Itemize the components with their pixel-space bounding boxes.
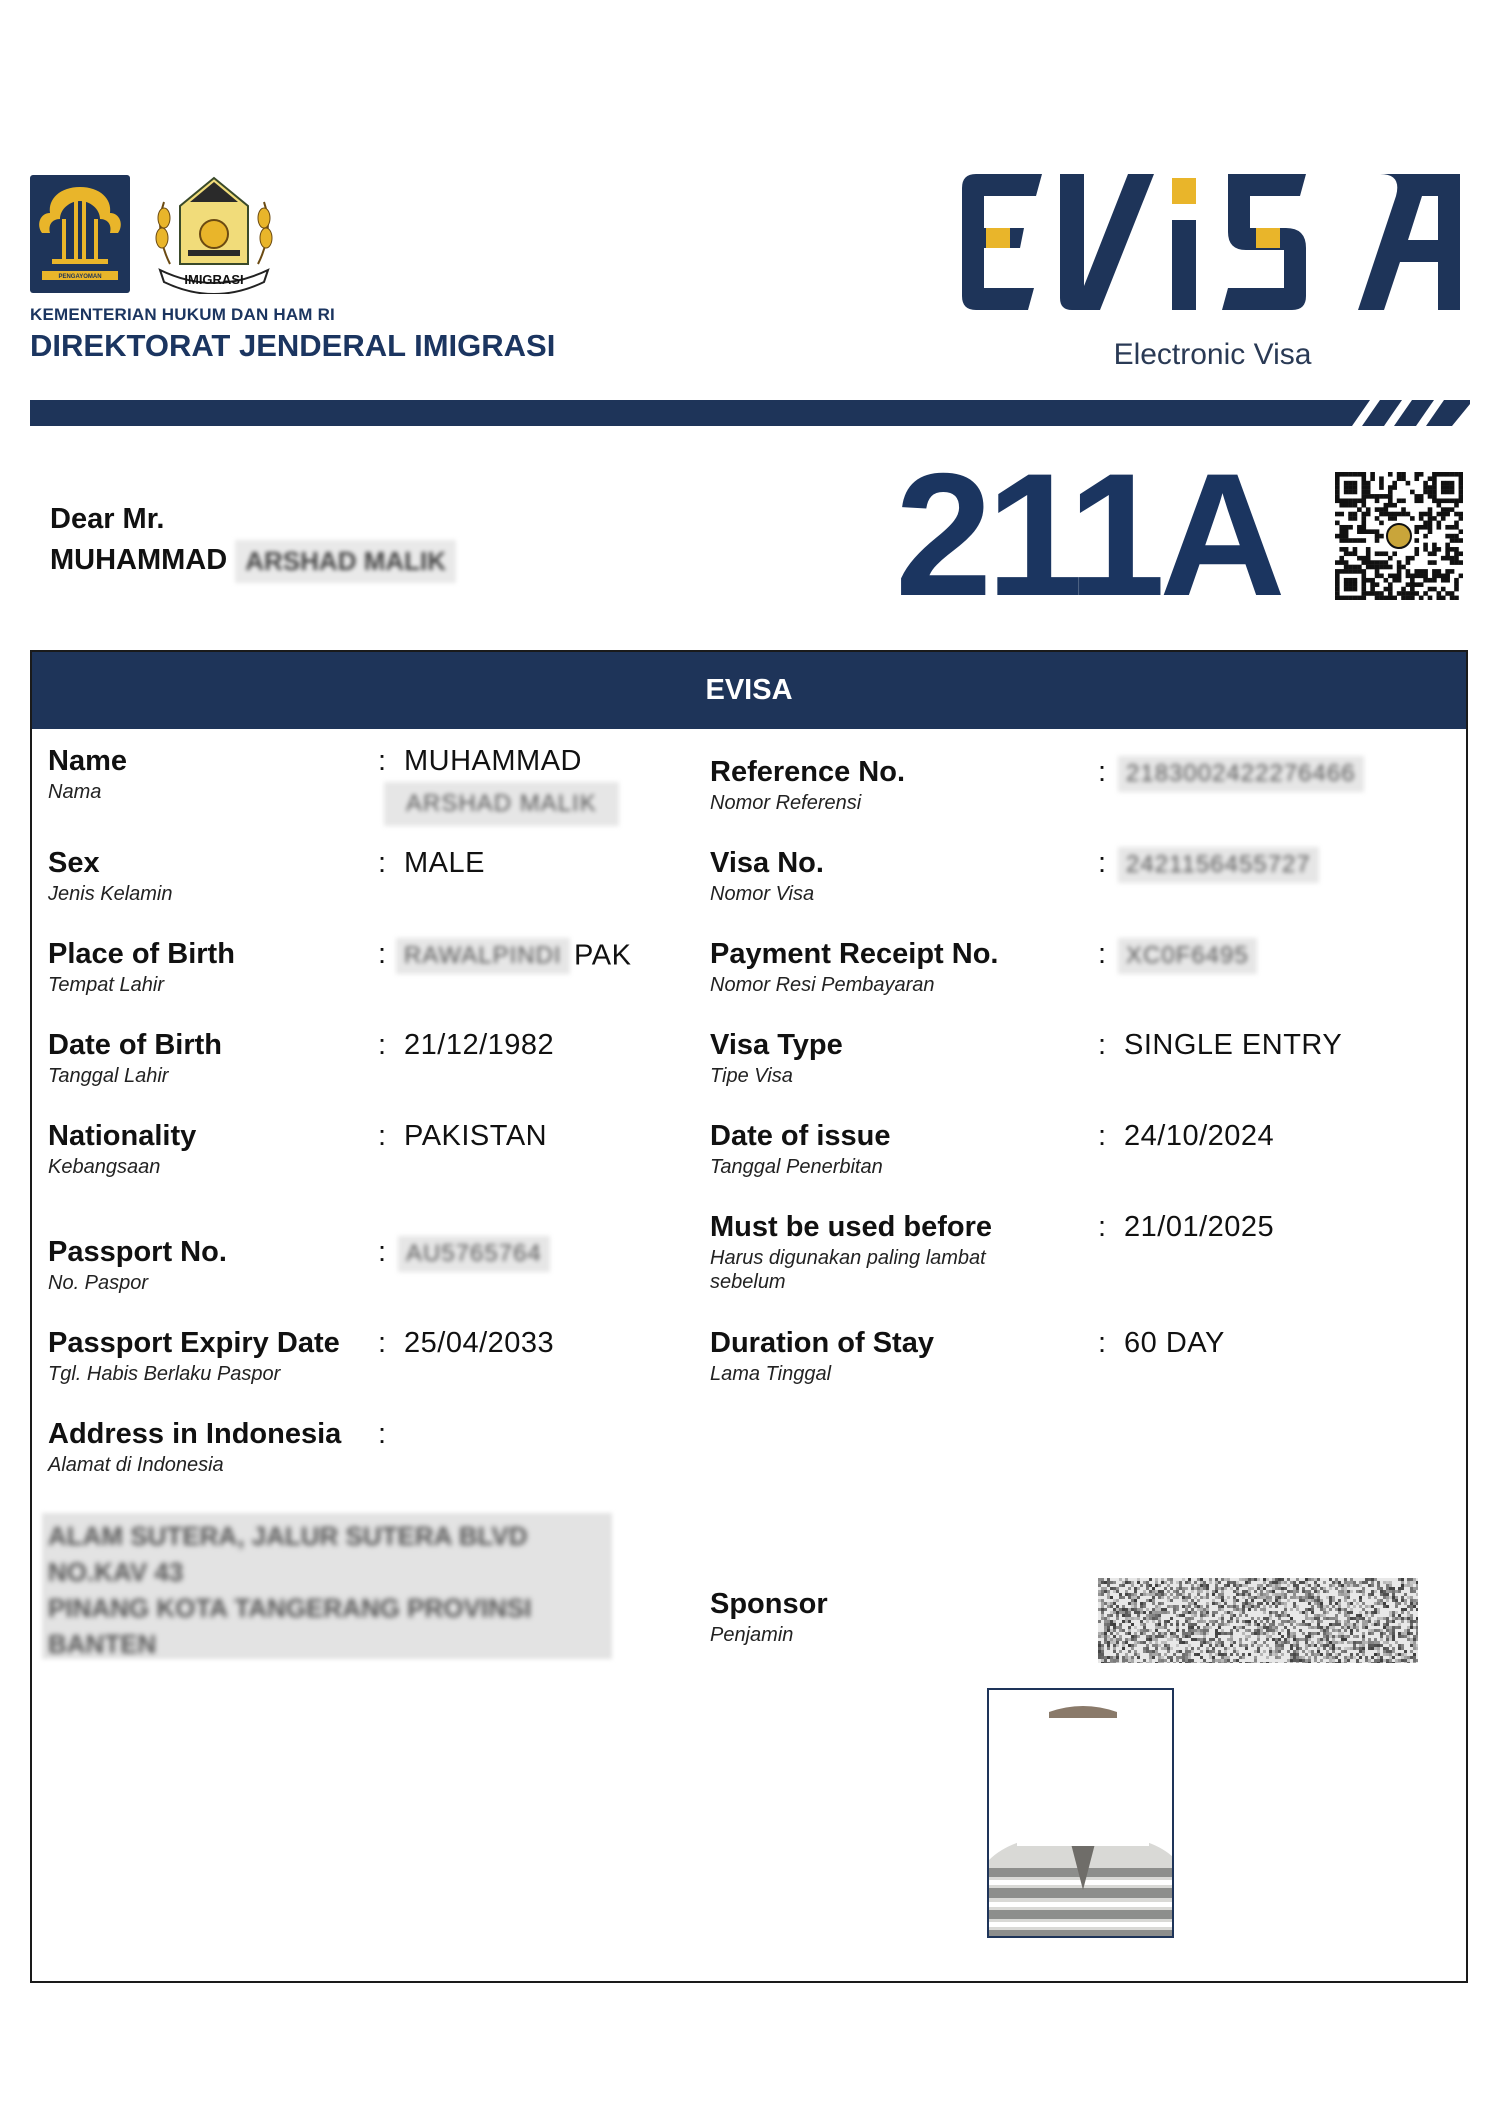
field-colon: :	[1098, 1120, 1107, 1152]
field-value: PAK	[574, 939, 632, 972]
field-label: Date of issue	[710, 1120, 891, 1152]
greeting-first-name: MUHAMMAD	[50, 544, 228, 577]
imigrasi-emblem	[150, 172, 278, 294]
header-divider	[30, 400, 1470, 426]
field-reference-no	[710, 756, 905, 815]
field-sublabel: Nomor Referensi	[710, 792, 862, 814]
field-date-of-birth	[48, 1029, 222, 1088]
field-must-be-used-before	[710, 1211, 1050, 1294]
field-sublabel: Tipe Visa	[710, 1065, 793, 1087]
field-colon: :	[378, 1029, 387, 1061]
field-payment-receipt	[710, 938, 998, 997]
field-label: Must be used before	[710, 1211, 992, 1243]
kemenkumham-logo	[30, 175, 130, 293]
imigrasi-emblem-icon	[150, 172, 278, 294]
field-colon: :	[378, 745, 387, 777]
field-label: Duration of Stay	[710, 1327, 934, 1359]
field-value-wrap	[396, 938, 631, 974]
field-colon: :	[1098, 847, 1107, 879]
field-label: Date of Birth	[48, 1029, 222, 1061]
field-sublabel: Penjamin	[710, 1624, 794, 1646]
evisa-logo	[960, 170, 1465, 315]
field-colon: :	[378, 847, 387, 879]
field-colon: :	[378, 1120, 387, 1152]
field-value-wrap	[398, 1236, 550, 1272]
field-sublabel: Tempat Lahir	[48, 974, 164, 996]
field-duration-of-stay	[710, 1327, 934, 1386]
field-label: Address in Indonesia	[48, 1418, 342, 1450]
field-label: Place of Birth	[48, 938, 235, 970]
evisa-subtitle: Electronic Visa	[1113, 338, 1312, 371]
field-sublabel: Tanggal Lahir	[48, 1065, 169, 1087]
greeting-name	[50, 540, 456, 583]
field-nationality	[48, 1120, 196, 1179]
field-sublabel: Kebangsaan	[48, 1156, 161, 1178]
field-label: Nationality	[48, 1120, 197, 1152]
field-sublabel: Lama Tinggal	[710, 1363, 832, 1385]
address-line: NO.KAV 43	[48, 1557, 184, 1587]
field-label: Reference No.	[710, 756, 906, 788]
pengayoman-tree-icon	[30, 175, 130, 293]
field-label: Passport No.	[48, 1236, 227, 1268]
field-sex	[48, 847, 173, 906]
field-label: Payment Receipt No.	[710, 938, 999, 970]
field-value-redacted: RAWALPINDI	[396, 938, 570, 974]
applicant-photo	[987, 1688, 1174, 1938]
field-visa-type	[710, 1029, 843, 1088]
field-sublabel: Alamat di Indonesia	[48, 1454, 224, 1476]
visa-index-code: 211A	[895, 438, 1280, 633]
field-value: 60 DAY	[1124, 1327, 1225, 1359]
field-sublabel: Tanggal Penerbitan	[710, 1156, 883, 1178]
field-colon: :	[1098, 1327, 1107, 1359]
field-colon: :	[1098, 1029, 1107, 1061]
field-value: 24/10/2024	[1124, 1120, 1275, 1152]
field-colon: :	[1098, 938, 1107, 970]
field-name	[48, 745, 127, 804]
field-colon: :	[1098, 1211, 1107, 1243]
qr-code-icon	[1335, 472, 1463, 600]
field-date-of-issue	[710, 1120, 891, 1179]
logo-right-text: IMIGRASI	[184, 272, 244, 287]
field-sublabel: Tgl. Habis Berlaku Paspor	[48, 1363, 281, 1385]
field-value-redacted: 2183002422276466	[1118, 756, 1364, 792]
field-value-wrap	[1118, 756, 1364, 792]
address-line: PINANG KOTA TANGERANG PROVINSI	[48, 1593, 532, 1623]
field-value-redacted: 2421156455727	[1118, 847, 1319, 883]
applicant-photo-icon	[989, 1690, 1174, 1938]
field-address	[48, 1418, 341, 1477]
field-value-redacted-wrap	[384, 782, 619, 826]
field-colon: :	[1098, 756, 1107, 788]
field-passport-expiry	[48, 1327, 340, 1386]
field-label: Passport Expiry Date	[48, 1327, 340, 1359]
field-visa-no	[710, 847, 824, 906]
evisa-panel-title: EVISA	[32, 652, 1466, 729]
field-value: MUHAMMAD	[404, 745, 582, 777]
field-value: 21/01/2025	[1124, 1211, 1275, 1243]
greeting-last-name-redacted: ARSHAD MALIK	[235, 540, 456, 583]
field-colon: :	[378, 1327, 387, 1359]
address-value-redacted	[48, 1518, 608, 1662]
directorate-name: DIREKTORAT JENDERAL IMIGRASI	[30, 328, 556, 363]
sponsor-value-redacted	[1098, 1578, 1418, 1663]
field-value: MALE	[404, 847, 485, 879]
field-label: Sponsor	[710, 1588, 828, 1620]
field-sublabel: Nama	[48, 781, 102, 803]
field-sublabel: Nomor Resi Pembayaran	[710, 974, 935, 996]
address-line: BANTEN	[48, 1629, 157, 1659]
field-value: 25/04/2033	[404, 1327, 555, 1359]
field-value-wrap	[1118, 847, 1319, 883]
field-sublabel: Harus digunakan paling lambat sebelum	[710, 1247, 986, 1293]
field-value-redacted: AU5765764	[398, 1236, 550, 1272]
field-label: Visa No.	[710, 847, 824, 879]
field-label: Name	[48, 745, 127, 777]
field-value-redacted: XC0F6495	[1118, 938, 1257, 974]
field-passport-no	[48, 1236, 227, 1295]
field-label: Sex	[48, 847, 100, 879]
address-line: ALAM SUTERA, JALUR SUTERA BLVD	[48, 1521, 528, 1551]
field-value: 21/12/1982	[404, 1029, 555, 1061]
evisa-logo-icon	[960, 170, 1465, 315]
field-colon: :	[378, 1236, 387, 1268]
logo-left-text: PENGAYOMAN	[58, 274, 102, 280]
field-value: PAKISTAN	[404, 1120, 548, 1152]
field-colon: :	[378, 1418, 387, 1450]
field-sponsor	[710, 1588, 828, 1647]
field-sublabel: No. Paspor	[48, 1272, 149, 1294]
field-value-redacted: ARSHAD MALIK	[384, 782, 619, 826]
greeting-salutation: Dear Mr.	[50, 503, 165, 535]
field-value-wrap	[1118, 938, 1257, 974]
ministry-name: KEMENTERIAN HUKUM DAN HAM RI	[30, 305, 335, 324]
field-sublabel: Nomor Visa	[710, 883, 815, 905]
field-place-of-birth	[48, 938, 235, 997]
field-colon: :	[378, 938, 387, 970]
field-label: Visa Type	[710, 1029, 843, 1061]
field-sublabel: Jenis Kelamin	[48, 883, 173, 905]
field-value: SINGLE ENTRY	[1124, 1029, 1343, 1061]
